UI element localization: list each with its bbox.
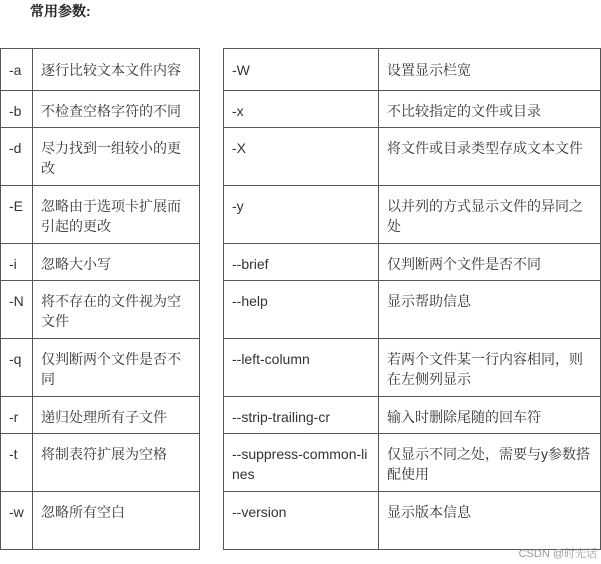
- table-row: [1, 186, 601, 244]
- left-description-cell: 尽力找到一组较小的更改: [33, 128, 200, 186]
- column-gap: [200, 492, 224, 550]
- left-option-cell: -w: [1, 492, 33, 550]
- right-option-cell: --suppress-common-lines: [224, 434, 379, 492]
- right-option-cell: -x: [224, 91, 379, 128]
- table-row: [1, 397, 601, 434]
- watermark: CSDN @时光话: [518, 548, 597, 560]
- right-description-cell: 不比较指定的文件或目录: [379, 91, 601, 128]
- left-description-cell: 仅判断两个文件是否不同: [33, 339, 200, 397]
- params-table: [0, 48, 601, 550]
- left-description-cell: 逐行比较文本文件内容: [33, 49, 200, 91]
- table-row: [1, 91, 601, 128]
- left-option-cell: -r: [1, 397, 33, 434]
- right-option-cell: --help: [224, 281, 379, 339]
- right-description-cell: 以并列的方式显示文件的异同之处: [379, 186, 601, 244]
- table-row: [1, 281, 601, 339]
- column-gap: [200, 434, 224, 492]
- column-gap: [200, 91, 224, 128]
- table-row: [1, 339, 601, 397]
- left-description-cell: 忽略大小写: [33, 244, 200, 281]
- right-option-cell: --left-column: [224, 339, 379, 397]
- left-description-cell: 将制表符扩展为空格: [33, 434, 200, 492]
- table-row: [1, 434, 601, 492]
- table-row: [1, 49, 601, 91]
- left-description-cell: 将不存在的文件视为空文件: [33, 281, 200, 339]
- right-description-cell: 若两个文件某一行内容相同，则在左侧列显示: [379, 339, 601, 397]
- table-row: [1, 128, 601, 186]
- right-option-cell: -y: [224, 186, 379, 244]
- column-gap: [200, 128, 224, 186]
- left-description-cell: 不检查空格字符的不同: [33, 91, 200, 128]
- right-description-cell: 设置显示栏宽: [379, 49, 601, 91]
- right-description-cell: 显示帮助信息: [379, 281, 601, 339]
- right-option-cell: -W: [224, 49, 379, 91]
- left-option-cell: -b: [1, 91, 33, 128]
- right-description-cell: 显示版本信息: [379, 492, 601, 550]
- left-option-cell: -a: [1, 49, 33, 91]
- params-table-body: [1, 49, 601, 550]
- right-option-cell: --brief: [224, 244, 379, 281]
- left-option-cell: -i: [1, 244, 33, 281]
- column-gap: [200, 186, 224, 244]
- right-option-cell: --version: [224, 492, 379, 550]
- right-description-cell: 将文件或目录类型存成文本文件: [379, 128, 601, 186]
- table-row: [1, 492, 601, 550]
- right-description-cell: 仅显示不同之处，需要与y参数搭配使用: [379, 434, 601, 492]
- page-heading: 常用参数:: [30, 3, 91, 19]
- column-gap: [200, 49, 224, 91]
- column-gap: [200, 397, 224, 434]
- column-gap: [200, 244, 224, 281]
- table-row: [1, 244, 601, 281]
- left-option-cell: -N: [1, 281, 33, 339]
- left-option-cell: -t: [1, 434, 33, 492]
- right-description-cell: 输入时删除尾随的回车符: [379, 397, 601, 434]
- column-gap: [200, 339, 224, 397]
- left-description-cell: 忽略所有空白: [33, 492, 200, 550]
- left-description-cell: 递归处理所有子文件: [33, 397, 200, 434]
- left-description-cell: 忽略由于选项卡扩展而引起的更改: [33, 186, 200, 244]
- left-option-cell: -q: [1, 339, 33, 397]
- left-option-cell: -d: [1, 128, 33, 186]
- left-option-cell: -E: [1, 186, 33, 244]
- right-option-cell: -X: [224, 128, 379, 186]
- column-gap: [200, 281, 224, 339]
- right-option-cell: --strip-trailing-cr: [224, 397, 379, 434]
- right-description-cell: 仅判断两个文件是否不同: [379, 244, 601, 281]
